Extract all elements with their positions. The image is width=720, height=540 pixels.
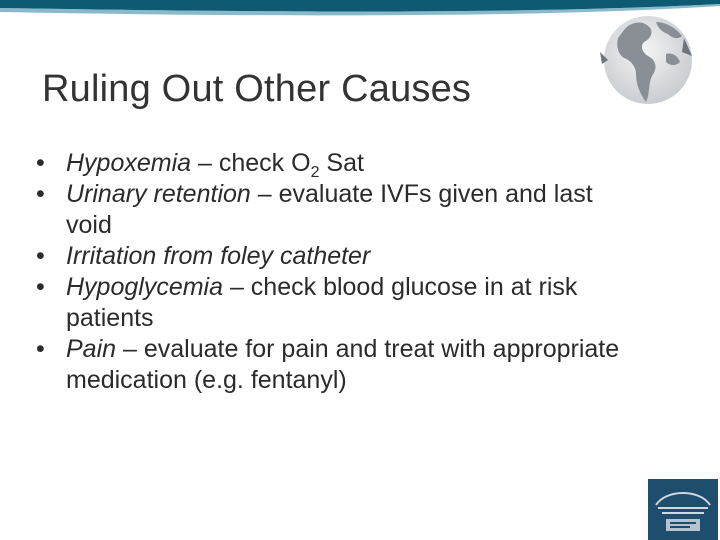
bullet-term: Hypoglycemia — [66, 273, 224, 301]
bullet-item-hypoxemia — [36, 148, 636, 179]
bullet-item-pain — [36, 334, 636, 396]
bullet-term: Pain — [66, 335, 117, 363]
bullet-text: – check blood glucose in at risk patients — [66, 273, 578, 332]
bullet-list — [36, 148, 636, 396]
subscript: 2 — [310, 164, 320, 181]
bullet-dot: • — [36, 335, 45, 363]
bullet-text: – check O — [191, 149, 311, 177]
bullet-dot: • — [36, 149, 45, 177]
bullet-text-after: Sat — [319, 149, 364, 177]
bullet-item-foley-irritation — [36, 241, 636, 272]
globe-icon — [596, 8, 704, 110]
bullet-item-hypoglycemia — [36, 272, 636, 334]
bullet-term: Irritation from foley catheter — [66, 242, 371, 270]
bullet-dot: • — [36, 180, 45, 208]
bullet-text: – evaluate for pain and treat with appropriate medication (e.g. fentanyl) — [66, 335, 620, 394]
society-logo — [648, 479, 718, 540]
bullet-term: Urinary retention — [66, 180, 251, 208]
bullet-text: – evaluate IVFs given and last void — [66, 180, 593, 239]
slide-title: Ruling Out Other Causes — [42, 68, 472, 110]
bullet-item-urinary-retention — [36, 179, 636, 241]
bullet-term: Hypoxemia — [66, 149, 192, 177]
bullet-dot: • — [36, 242, 45, 270]
bullet-dot: • — [36, 273, 45, 301]
logo-emblem-icon — [652, 483, 714, 536]
